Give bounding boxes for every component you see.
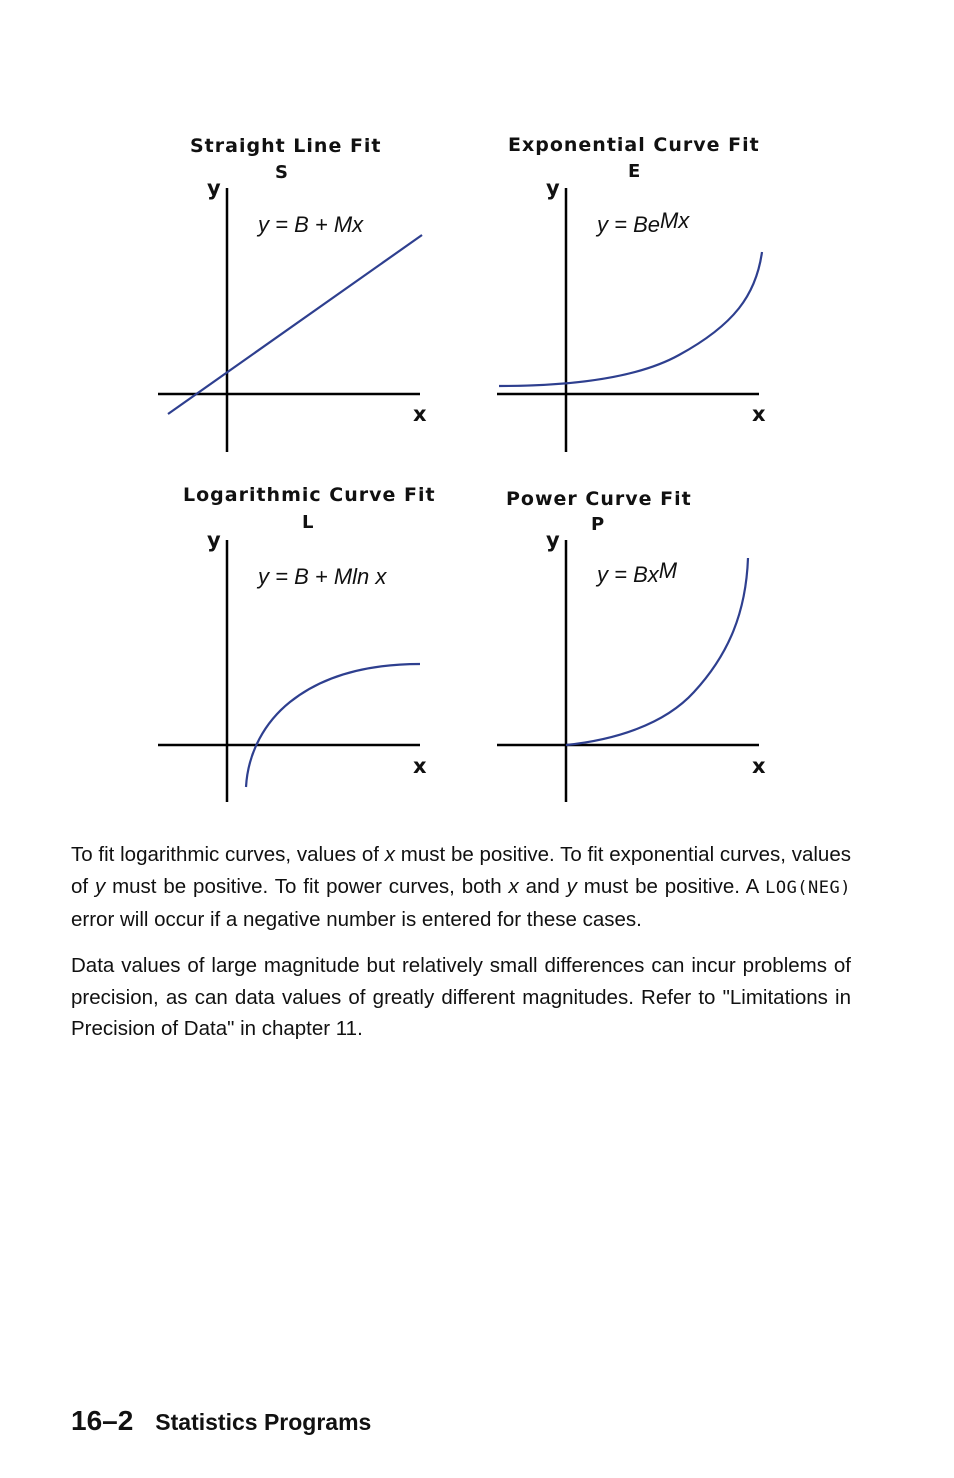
y-axis-label: y bbox=[207, 176, 221, 200]
equation: y = B + Mx bbox=[258, 212, 364, 237]
panel-letter: S bbox=[275, 162, 288, 183]
logarithmic-curve-fit-panel bbox=[155, 482, 455, 812]
logarithmic-graph bbox=[155, 482, 455, 812]
panel-title: Power Curve Fit bbox=[506, 488, 692, 510]
power-graph bbox=[494, 482, 794, 812]
panel-letter: E bbox=[628, 161, 641, 182]
fit-curve bbox=[246, 664, 420, 787]
x-axis-label: x bbox=[413, 754, 427, 778]
power-curve-fit-panel bbox=[494, 482, 794, 812]
paragraph-positive-values: To fit logarithmic curves, values of x must be positive. To fit exponential curves, values of y must be positive. To fit power curves, both x and y must be positive. A LOG(NEG) error will occur if a negative number is entered for these cases. bbox=[71, 843, 851, 931]
panel-title: Straight Line Fit bbox=[190, 135, 382, 157]
paragraph-precision: Data values of large magnitude but relatively small differences can incur problems of precision, as can data values of greatly different magnitudes. Refer to "Limitations in Precision of Data" in chapter 11. bbox=[71, 954, 851, 1040]
page-footer bbox=[71, 1405, 371, 1437]
straight-line-graph bbox=[155, 130, 455, 460]
y-axis-label: y bbox=[207, 528, 221, 552]
exponential-graph bbox=[494, 130, 794, 460]
fit-curve bbox=[499, 252, 762, 386]
panel-letter: L bbox=[302, 512, 314, 533]
equation: $y = Be^{Mx}$ bbox=[597, 208, 690, 237]
y-axis-label: y bbox=[546, 176, 560, 200]
x-axis-label: x bbox=[413, 402, 427, 426]
fit-curve bbox=[566, 558, 748, 745]
equation: $y = Bx^M$ bbox=[597, 558, 678, 587]
straight-line-fit-panel bbox=[155, 130, 455, 460]
fit-line bbox=[168, 235, 422, 414]
error-code: LOG(NEG) bbox=[765, 877, 851, 898]
x-axis-label: x bbox=[752, 754, 766, 778]
equation: y = B + Mln x bbox=[258, 564, 387, 589]
y-axis-label: y bbox=[546, 528, 560, 552]
section-title: Statistics Programs bbox=[155, 1409, 372, 1435]
panel-letter: P bbox=[591, 514, 605, 535]
x-axis-label: x bbox=[752, 402, 766, 426]
panel-title: Exponential Curve Fit bbox=[508, 134, 760, 156]
exponential-curve-fit-panel bbox=[494, 130, 794, 460]
page-number: 16–2 bbox=[71, 1405, 134, 1436]
panel-title: Logarithmic Curve Fit bbox=[183, 484, 436, 506]
